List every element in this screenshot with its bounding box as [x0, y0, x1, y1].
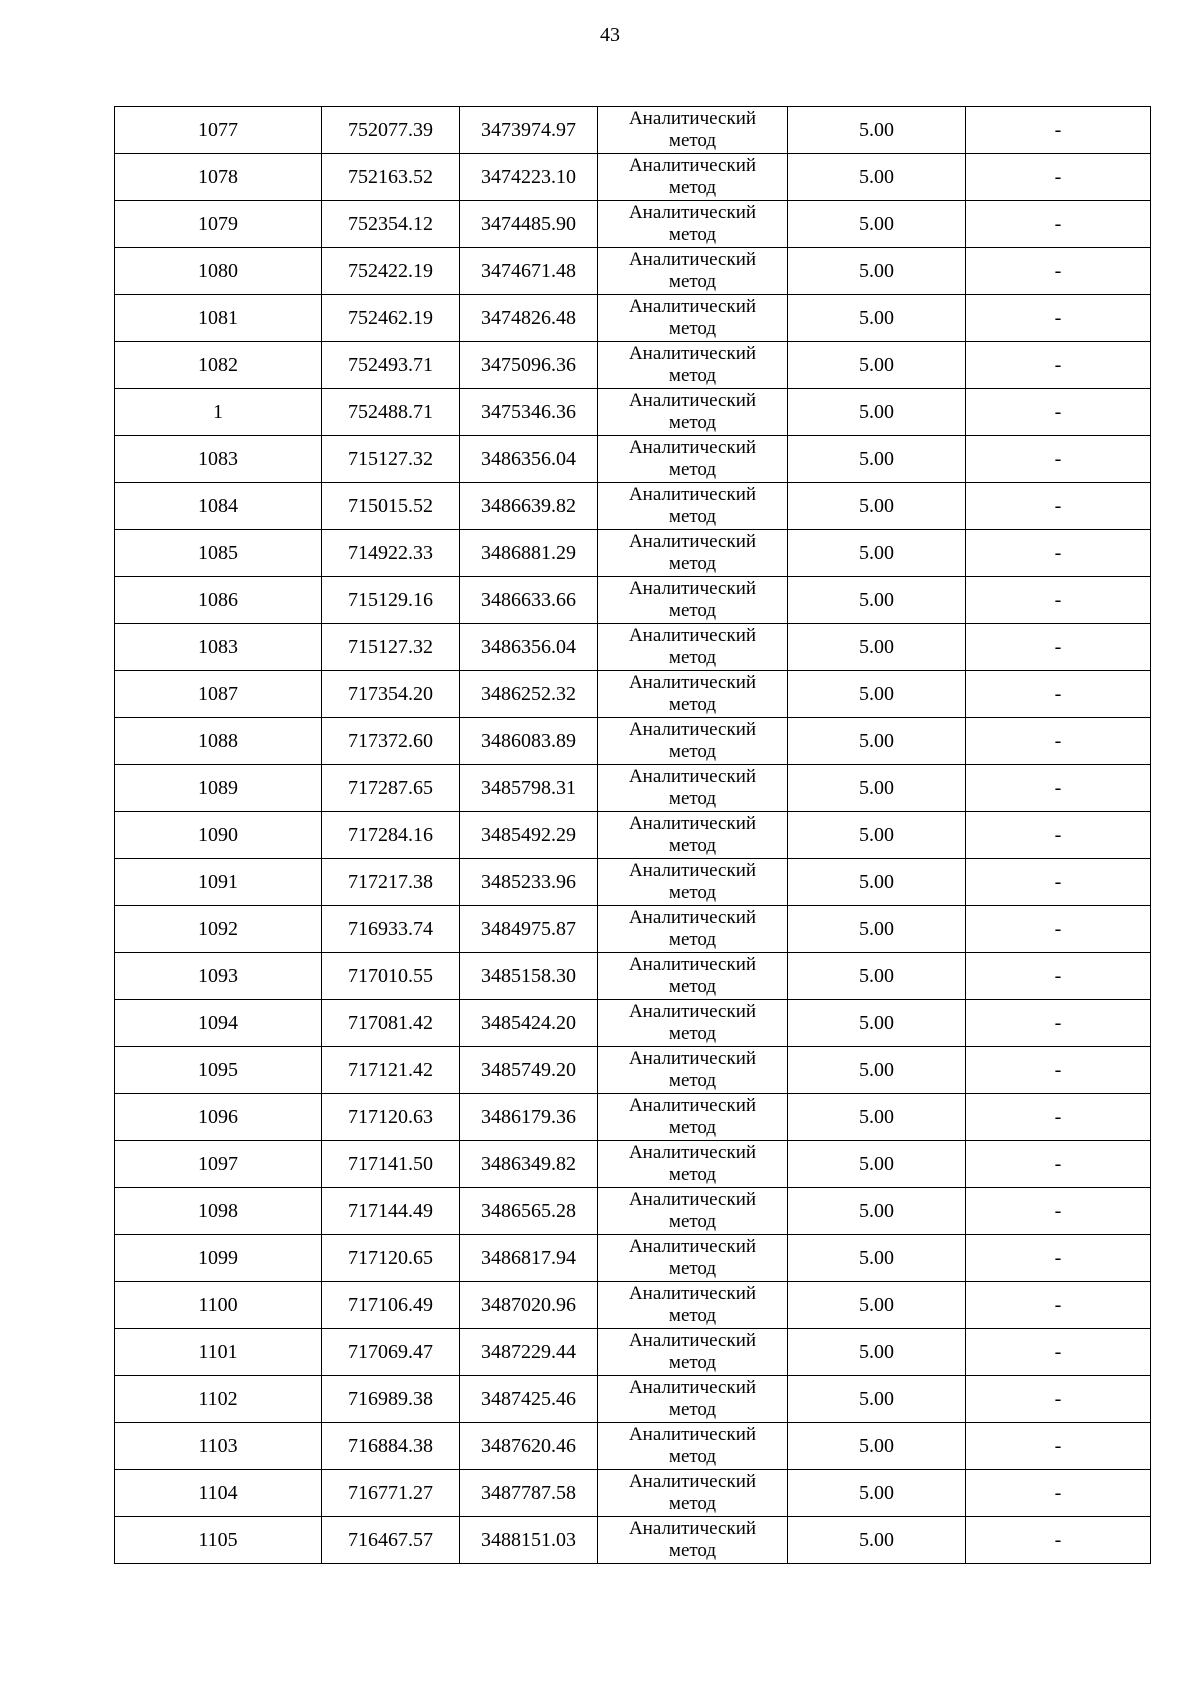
- x-coordinate-cell: 717354.20: [322, 671, 460, 718]
- y-coordinate-cell: 3485492.29: [460, 812, 598, 859]
- note-cell: -: [966, 248, 1151, 295]
- point-number-cell: 1091: [115, 859, 322, 906]
- y-coordinate-cell: 3485424.20: [460, 1000, 598, 1047]
- method-line-2: метод: [668, 553, 717, 574]
- point-number-cell: 1081: [115, 295, 322, 342]
- method-line-1: Аналитический: [628, 625, 757, 646]
- accuracy-cell: 5.00: [788, 718, 966, 765]
- x-coordinate-cell: 752422.19: [322, 248, 460, 295]
- method-cell: [598, 1470, 788, 1517]
- x-coordinate-cell: 715129.16: [322, 577, 460, 624]
- note-cell: -: [966, 436, 1151, 483]
- accuracy-cell: 5.00: [788, 483, 966, 530]
- x-coordinate-cell: 717121.42: [322, 1047, 460, 1094]
- x-coordinate-cell: 717081.42: [322, 1000, 460, 1047]
- y-coordinate-cell: 3487787.58: [460, 1470, 598, 1517]
- method-line-2: метод: [668, 1258, 717, 1279]
- y-coordinate-cell: 3486083.89: [460, 718, 598, 765]
- note-cell: -: [966, 765, 1151, 812]
- method-line-2: метод: [668, 835, 717, 856]
- method-line-2: метод: [668, 1164, 717, 1185]
- y-coordinate-cell: 3486349.82: [460, 1141, 598, 1188]
- method-line-2: метод: [668, 788, 717, 809]
- point-number-cell: 1083: [115, 436, 322, 483]
- table-row: [115, 1517, 1151, 1564]
- x-coordinate-cell: 752354.12: [322, 201, 460, 248]
- method-line-1: Аналитический: [628, 1283, 757, 1304]
- note-cell: -: [966, 1047, 1151, 1094]
- method-cell: [598, 1000, 788, 1047]
- table-row: [115, 671, 1151, 718]
- note-cell: -: [966, 389, 1151, 436]
- method-line-2: метод: [668, 1446, 717, 1467]
- page-number: 43: [600, 24, 620, 46]
- method-line-2: метод: [668, 271, 717, 292]
- point-number-cell: 1: [115, 389, 322, 436]
- method-line-1: Аналитический: [628, 1330, 757, 1351]
- method-line-2: метод: [668, 1540, 717, 1561]
- note-cell: -: [966, 342, 1151, 389]
- accuracy-cell: 5.00: [788, 201, 966, 248]
- method-cell: [598, 389, 788, 436]
- y-coordinate-cell: 3486633.66: [460, 577, 598, 624]
- x-coordinate-cell: 717144.49: [322, 1188, 460, 1235]
- point-number-cell: 1077: [115, 107, 322, 154]
- method-line-2: метод: [668, 741, 717, 762]
- method-line-1: Аналитический: [628, 954, 757, 975]
- y-coordinate-cell: 3475346.36: [460, 389, 598, 436]
- point-number-cell: 1089: [115, 765, 322, 812]
- point-number-cell: 1094: [115, 1000, 322, 1047]
- table-row: [115, 1141, 1151, 1188]
- method-cell: [598, 436, 788, 483]
- note-cell: -: [966, 1094, 1151, 1141]
- accuracy-cell: 5.00: [788, 1470, 966, 1517]
- method-line-2: метод: [668, 929, 717, 950]
- method-line-1: Аналитический: [628, 907, 757, 928]
- method-line-1: Аналитический: [628, 1236, 757, 1257]
- method-line-2: метод: [668, 412, 717, 433]
- y-coordinate-cell: 3485158.30: [460, 953, 598, 1000]
- note-cell: -: [966, 906, 1151, 953]
- table-row: [115, 201, 1151, 248]
- y-coordinate-cell: 3486179.36: [460, 1094, 598, 1141]
- method-cell: [598, 1423, 788, 1470]
- method-line-1: Аналитический: [628, 155, 757, 176]
- point-number-cell: 1088: [115, 718, 322, 765]
- method-cell: [598, 107, 788, 154]
- y-coordinate-cell: 3486356.04: [460, 624, 598, 671]
- method-cell: [598, 953, 788, 1000]
- point-number-cell: 1096: [115, 1094, 322, 1141]
- y-coordinate-cell: 3474671.48: [460, 248, 598, 295]
- coordinates-table-body: [115, 107, 1151, 1564]
- method-line-2: метод: [668, 318, 717, 339]
- note-cell: -: [966, 1423, 1151, 1470]
- method-cell: [598, 154, 788, 201]
- note-cell: -: [966, 953, 1151, 1000]
- accuracy-cell: 5.00: [788, 248, 966, 295]
- x-coordinate-cell: 714922.33: [322, 530, 460, 577]
- x-coordinate-cell: 717069.47: [322, 1329, 460, 1376]
- x-coordinate-cell: 717284.16: [322, 812, 460, 859]
- coordinates-table: [114, 106, 1151, 1564]
- method-line-2: метод: [668, 506, 717, 527]
- method-line-1: Аналитический: [628, 437, 757, 458]
- y-coordinate-cell: 3485798.31: [460, 765, 598, 812]
- x-coordinate-cell: 752488.71: [322, 389, 460, 436]
- table-row: [115, 1423, 1151, 1470]
- y-coordinate-cell: 3486817.94: [460, 1235, 598, 1282]
- accuracy-cell: 5.00: [788, 1282, 966, 1329]
- y-coordinate-cell: 3474223.10: [460, 154, 598, 201]
- y-coordinate-cell: 3486252.32: [460, 671, 598, 718]
- x-coordinate-cell: 752493.71: [322, 342, 460, 389]
- point-number-cell: 1092: [115, 906, 322, 953]
- method-line-2: метод: [668, 1023, 717, 1044]
- x-coordinate-cell: 752462.19: [322, 295, 460, 342]
- method-cell: [598, 248, 788, 295]
- method-line-2: метод: [668, 647, 717, 668]
- point-number-cell: 1099: [115, 1235, 322, 1282]
- point-number-cell: 1097: [115, 1141, 322, 1188]
- note-cell: -: [966, 295, 1151, 342]
- accuracy-cell: 5.00: [788, 530, 966, 577]
- method-line-1: Аналитический: [628, 108, 757, 129]
- table-row: [115, 1188, 1151, 1235]
- x-coordinate-cell: 752163.52: [322, 154, 460, 201]
- accuracy-cell: 5.00: [788, 1235, 966, 1282]
- method-cell: [598, 483, 788, 530]
- x-coordinate-cell: 716467.57: [322, 1517, 460, 1564]
- method-line-1: Аналитический: [628, 343, 757, 364]
- y-coordinate-cell: 3486639.82: [460, 483, 598, 530]
- method-line-2: метод: [668, 882, 717, 903]
- y-coordinate-cell: 3488151.03: [460, 1517, 598, 1564]
- y-coordinate-cell: 3487620.46: [460, 1423, 598, 1470]
- note-cell: -: [966, 1235, 1151, 1282]
- point-number-cell: 1090: [115, 812, 322, 859]
- table-row: [115, 1376, 1151, 1423]
- note-cell: -: [966, 577, 1151, 624]
- table-row: [115, 1094, 1151, 1141]
- method-line-2: метод: [668, 600, 717, 621]
- x-coordinate-cell: 717287.65: [322, 765, 460, 812]
- note-cell: -: [966, 624, 1151, 671]
- point-number-cell: 1080: [115, 248, 322, 295]
- method-cell: [598, 530, 788, 577]
- method-line-1: Аналитический: [628, 484, 757, 505]
- y-coordinate-cell: 3474485.90: [460, 201, 598, 248]
- y-coordinate-cell: 3473974.97: [460, 107, 598, 154]
- accuracy-cell: 5.00: [788, 765, 966, 812]
- accuracy-cell: 5.00: [788, 671, 966, 718]
- method-line-2: метод: [668, 976, 717, 997]
- table-row: [115, 718, 1151, 765]
- method-cell: [598, 1235, 788, 1282]
- point-number-cell: 1086: [115, 577, 322, 624]
- accuracy-cell: 5.00: [788, 1376, 966, 1423]
- accuracy-cell: 5.00: [788, 906, 966, 953]
- method-line-1: Аналитический: [628, 1377, 757, 1398]
- accuracy-cell: 5.00: [788, 1188, 966, 1235]
- x-coordinate-cell: 715015.52: [322, 483, 460, 530]
- point-number-cell: 1102: [115, 1376, 322, 1423]
- note-cell: -: [966, 671, 1151, 718]
- y-coordinate-cell: 3484975.87: [460, 906, 598, 953]
- y-coordinate-cell: 3487020.96: [460, 1282, 598, 1329]
- table-row: [115, 859, 1151, 906]
- point-number-cell: 1093: [115, 953, 322, 1000]
- x-coordinate-cell: 717010.55: [322, 953, 460, 1000]
- y-coordinate-cell: 3485233.96: [460, 859, 598, 906]
- method-cell: [598, 906, 788, 953]
- note-cell: -: [966, 1188, 1151, 1235]
- note-cell: -: [966, 483, 1151, 530]
- table-row: [115, 107, 1151, 154]
- method-cell: [598, 1188, 788, 1235]
- table-row: [115, 530, 1151, 577]
- table-row: [115, 624, 1151, 671]
- method-line-1: Аналитический: [628, 1518, 757, 1539]
- method-cell: [598, 624, 788, 671]
- table-row: [115, 483, 1151, 530]
- accuracy-cell: 5.00: [788, 577, 966, 624]
- method-cell: [598, 1376, 788, 1423]
- method-line-2: метод: [668, 459, 717, 480]
- method-line-1: Аналитический: [628, 672, 757, 693]
- method-cell: [598, 1047, 788, 1094]
- x-coordinate-cell: 716771.27: [322, 1470, 460, 1517]
- method-line-1: Аналитический: [628, 296, 757, 317]
- table-row: [115, 389, 1151, 436]
- x-coordinate-cell: 717372.60: [322, 718, 460, 765]
- accuracy-cell: 5.00: [788, 107, 966, 154]
- method-line-1: Аналитический: [628, 1048, 757, 1069]
- accuracy-cell: 5.00: [788, 1423, 966, 1470]
- method-line-2: метод: [668, 177, 717, 198]
- point-number-cell: 1101: [115, 1329, 322, 1376]
- method-line-1: Аналитический: [628, 766, 757, 787]
- method-cell: [598, 671, 788, 718]
- y-coordinate-cell: 3475096.36: [460, 342, 598, 389]
- method-cell: [598, 1282, 788, 1329]
- x-coordinate-cell: 715127.32: [322, 436, 460, 483]
- note-cell: -: [966, 107, 1151, 154]
- accuracy-cell: 5.00: [788, 953, 966, 1000]
- method-line-2: метод: [668, 224, 717, 245]
- note-cell: -: [966, 1329, 1151, 1376]
- table-row: [115, 953, 1151, 1000]
- method-line-1: Аналитический: [628, 813, 757, 834]
- accuracy-cell: 5.00: [788, 295, 966, 342]
- table-row: [115, 248, 1151, 295]
- table-row: [115, 1282, 1151, 1329]
- accuracy-cell: 5.00: [788, 1000, 966, 1047]
- table-row: [115, 1470, 1151, 1517]
- point-number-cell: 1078: [115, 154, 322, 201]
- method-cell: [598, 812, 788, 859]
- point-number-cell: 1082: [115, 342, 322, 389]
- accuracy-cell: 5.00: [788, 342, 966, 389]
- note-cell: -: [966, 1517, 1151, 1564]
- method-cell: [598, 1517, 788, 1564]
- y-coordinate-cell: 3486356.04: [460, 436, 598, 483]
- table-row: [115, 1047, 1151, 1094]
- method-line-1: Аналитический: [628, 1001, 757, 1022]
- method-cell: [598, 1329, 788, 1376]
- method-line-1: Аналитический: [628, 719, 757, 740]
- method-line-1: Аналитический: [628, 1424, 757, 1445]
- note-cell: -: [966, 1376, 1151, 1423]
- method-line-1: Аналитический: [628, 531, 757, 552]
- point-number-cell: 1085: [115, 530, 322, 577]
- table-row: [115, 342, 1151, 389]
- note-cell: -: [966, 718, 1151, 765]
- point-number-cell: 1104: [115, 1470, 322, 1517]
- method-line-1: Аналитический: [628, 202, 757, 223]
- method-cell: [598, 1141, 788, 1188]
- note-cell: -: [966, 154, 1151, 201]
- accuracy-cell: 5.00: [788, 812, 966, 859]
- y-coordinate-cell: 3487425.46: [460, 1376, 598, 1423]
- x-coordinate-cell: 717217.38: [322, 859, 460, 906]
- accuracy-cell: 5.00: [788, 1329, 966, 1376]
- method-line-1: Аналитический: [628, 1189, 757, 1210]
- table-row: [115, 906, 1151, 953]
- method-line-2: метод: [668, 694, 717, 715]
- accuracy-cell: 5.00: [788, 1141, 966, 1188]
- x-coordinate-cell: 717120.63: [322, 1094, 460, 1141]
- method-line-1: Аналитический: [628, 249, 757, 270]
- accuracy-cell: 5.00: [788, 154, 966, 201]
- point-number-cell: 1103: [115, 1423, 322, 1470]
- point-number-cell: 1087: [115, 671, 322, 718]
- method-cell: [598, 718, 788, 765]
- table-row: [115, 1235, 1151, 1282]
- table-row: [115, 154, 1151, 201]
- point-number-cell: 1100: [115, 1282, 322, 1329]
- x-coordinate-cell: 716884.38: [322, 1423, 460, 1470]
- x-coordinate-cell: 717120.65: [322, 1235, 460, 1282]
- accuracy-cell: 5.00: [788, 389, 966, 436]
- x-coordinate-cell: 717141.50: [322, 1141, 460, 1188]
- accuracy-cell: 5.00: [788, 436, 966, 483]
- point-number-cell: 1095: [115, 1047, 322, 1094]
- table-row: [115, 1000, 1151, 1047]
- method-line-2: метод: [668, 1493, 717, 1514]
- method-cell: [598, 201, 788, 248]
- x-coordinate-cell: 715127.32: [322, 624, 460, 671]
- x-coordinate-cell: 716933.74: [322, 906, 460, 953]
- accuracy-cell: 5.00: [788, 624, 966, 671]
- method-line-2: метод: [668, 1399, 717, 1420]
- method-line-2: метод: [668, 1211, 717, 1232]
- accuracy-cell: 5.00: [788, 1517, 966, 1564]
- method-line-1: Аналитический: [628, 390, 757, 411]
- x-coordinate-cell: 752077.39: [322, 107, 460, 154]
- method-line-2: метод: [668, 365, 717, 386]
- method-line-1: Аналитический: [628, 1471, 757, 1492]
- point-number-cell: 1079: [115, 201, 322, 248]
- table-row: [115, 1329, 1151, 1376]
- method-line-1: Аналитический: [628, 1142, 757, 1163]
- y-coordinate-cell: 3486881.29: [460, 530, 598, 577]
- accuracy-cell: 5.00: [788, 859, 966, 906]
- method-cell: [598, 295, 788, 342]
- note-cell: -: [966, 1000, 1151, 1047]
- y-coordinate-cell: 3487229.44: [460, 1329, 598, 1376]
- point-number-cell: 1084: [115, 483, 322, 530]
- method-cell: [598, 765, 788, 812]
- method-cell: [598, 577, 788, 624]
- method-line-1: Аналитический: [628, 860, 757, 881]
- point-number-cell: 1105: [115, 1517, 322, 1564]
- point-number-cell: 1098: [115, 1188, 322, 1235]
- point-number-cell: 1083: [115, 624, 322, 671]
- note-cell: -: [966, 1282, 1151, 1329]
- note-cell: -: [966, 530, 1151, 577]
- table-row: [115, 765, 1151, 812]
- note-cell: -: [966, 859, 1151, 906]
- table-row: [115, 812, 1151, 859]
- method-line-2: метод: [668, 130, 717, 151]
- method-line-1: Аналитический: [628, 578, 757, 599]
- accuracy-cell: 5.00: [788, 1094, 966, 1141]
- method-line-2: метод: [668, 1117, 717, 1138]
- note-cell: -: [966, 201, 1151, 248]
- x-coordinate-cell: 716989.38: [322, 1376, 460, 1423]
- method-cell: [598, 342, 788, 389]
- note-cell: -: [966, 1470, 1151, 1517]
- table-row: [115, 577, 1151, 624]
- method-cell: [598, 859, 788, 906]
- method-line-2: метод: [668, 1305, 717, 1326]
- y-coordinate-cell: 3486565.28: [460, 1188, 598, 1235]
- note-cell: -: [966, 1141, 1151, 1188]
- method-line-2: метод: [668, 1352, 717, 1373]
- y-coordinate-cell: 3485749.20: [460, 1047, 598, 1094]
- table-row: [115, 295, 1151, 342]
- method-line-2: метод: [668, 1070, 717, 1091]
- y-coordinate-cell: 3474826.48: [460, 295, 598, 342]
- accuracy-cell: 5.00: [788, 1047, 966, 1094]
- x-coordinate-cell: 717106.49: [322, 1282, 460, 1329]
- note-cell: -: [966, 812, 1151, 859]
- method-line-1: Аналитический: [628, 1095, 757, 1116]
- method-cell: [598, 1094, 788, 1141]
- table-row: [115, 436, 1151, 483]
